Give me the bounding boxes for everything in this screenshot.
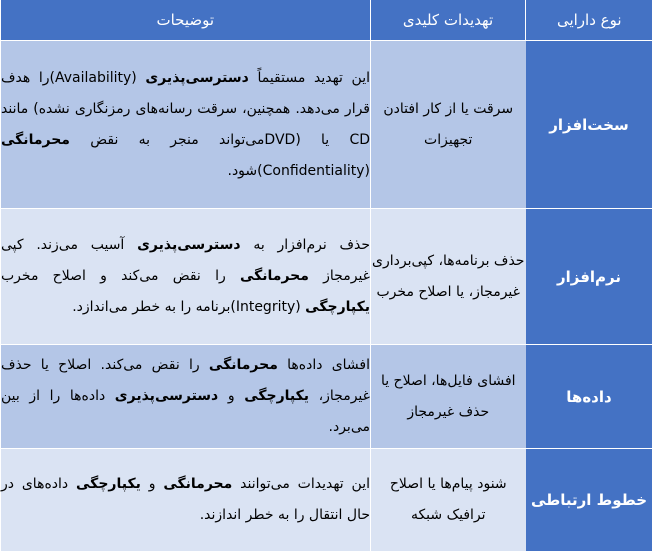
table-row-hardware xyxy=(1,41,652,209)
description-text: و xyxy=(141,476,163,492)
table-row-communication-lines xyxy=(1,449,652,551)
asset-cell: سخت‌افزار xyxy=(526,41,652,209)
description-cell xyxy=(1,449,371,551)
description-text: (Availability)را هدف قرار می‌دهد. همچنین، سرقت رسانه‌های رمزنگاری نشده) مانند CD یا (DVDمی‌تواند منجر به نقض xyxy=(1,70,370,148)
header-asset-type: نوع دارایی xyxy=(526,0,652,41)
threats-cell: شنود پیام‌ها یا اصلاح ترافیک شبکه xyxy=(371,449,526,551)
description-text: افشای داده‌ها xyxy=(278,357,370,373)
bold-term: محرمانگی xyxy=(240,268,309,284)
description-cell xyxy=(1,41,371,209)
bold-term: محرمانگی xyxy=(209,357,278,373)
table-row-software xyxy=(1,209,652,345)
description-text: این تهدیدات می‌توانند xyxy=(232,476,370,492)
description-text: داده‌های در حال انتقال را به خطر اندازند. xyxy=(1,476,370,523)
threats-cell: افشای فایل‌ها، اصلاح یا حذف غیرمجاز xyxy=(371,345,526,449)
description-text: را نقض می‌کند. اصلاح یا حذف غیرمجاز، xyxy=(1,357,370,404)
bold-term: دسترسی‌پذیری xyxy=(145,70,248,86)
bold-term: محرمانگی xyxy=(1,132,70,148)
description-text: حذف نرم‌افزار به xyxy=(241,237,370,253)
bold-term: یکپارچگی xyxy=(76,476,141,492)
description-text: این تهدید مستقیماً xyxy=(249,70,370,86)
asset-cell: خطوط ارتباطی xyxy=(526,449,652,551)
description-text: (Integrity)برنامه را به خطر می‌اندازد. xyxy=(72,299,305,315)
description-text: داده‌ها را از بین می‌برد. xyxy=(1,388,370,435)
bold-term: دسترسی‌پذیری xyxy=(115,388,218,404)
description-text: و xyxy=(218,388,244,404)
description-text: آسیب می‌زند. کپی غیرمجاز xyxy=(1,237,370,284)
description-cell xyxy=(1,209,371,345)
threats-cell: سرقت یا از کار افتادن تجهیزات xyxy=(371,41,526,209)
table-row-data xyxy=(1,345,652,449)
description-text: را نقض می‌کند و اصلاح مخرب xyxy=(1,268,240,284)
bold-term: یکپارچگی xyxy=(244,388,309,404)
asset-cell: نرم‌افزار xyxy=(526,209,652,345)
asset-cell: داده‌ها xyxy=(526,345,652,449)
threats-cell: حذف برنامه‌ها، کپی‌برداری غیرمجاز، یا اصلاح مخرب xyxy=(371,209,526,345)
bold-term: یکپارچگی xyxy=(305,299,370,315)
table-header-row xyxy=(1,0,652,41)
header-description: توضیحات xyxy=(1,0,371,41)
bold-term: دسترسی‌پذیری xyxy=(137,237,240,253)
description-cell xyxy=(1,345,371,449)
bold-term: محرمانگی xyxy=(163,476,232,492)
description-text: (Confidentiality)شود. xyxy=(228,163,371,179)
header-key-threats: تهدیدات کلیدی xyxy=(371,0,526,41)
